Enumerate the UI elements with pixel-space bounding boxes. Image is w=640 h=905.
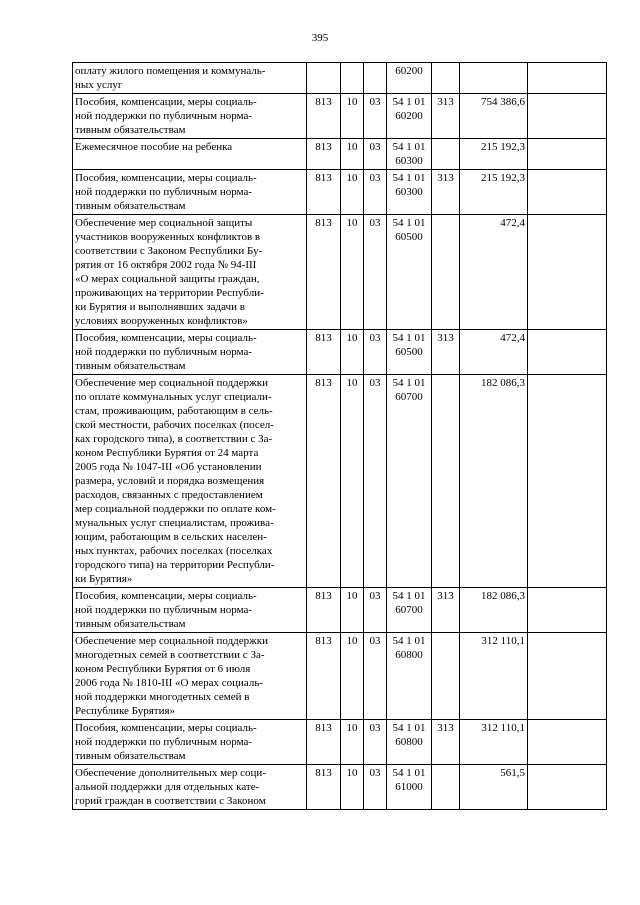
row-section-cell: 10 <box>341 170 364 215</box>
row-section-cell: 10 <box>341 375 364 588</box>
row-grbs-cell: 813 <box>307 330 341 375</box>
row-empty-cell <box>528 330 607 375</box>
row-grbs-cell: 813 <box>307 633 341 720</box>
table-row <box>73 375 607 588</box>
row-amount-cell: 561,5 <box>460 765 528 810</box>
row-target-article-cell: 54 1 01 60300 <box>387 170 432 215</box>
table-row <box>73 63 607 94</box>
row-expense-type-cell: 313 <box>432 588 460 633</box>
row-section-cell: 10 <box>341 633 364 720</box>
row-amount-cell: 312 110,1 <box>460 720 528 765</box>
row-target-article-cell: 54 1 01 60800 <box>387 633 432 720</box>
row-expense-type-cell: 313 <box>432 94 460 139</box>
row-amount-cell: 182 086,3 <box>460 588 528 633</box>
row-target-article-cell: 54 1 01 60800 <box>387 720 432 765</box>
row-name-cell: Обеспечение мер социальной поддержки по оплате коммунальных услуг специали- стам, проживающим, работающим в сель- ской местности, рабочих поселках (посел- ках городского типа), в соответствии с За- коном Республики Бурятия от 24 марта 2005 года № 1047-III «Об установлении размера, условий и порядка возмещения расходов, связанных с предоставлением мер социальной поддержки по оплате ком- мунальных услуг специалистам, прожива- ющим, работающим в сельских населен- ных пунктах, рабочих поселках (поселках городского типа) на территории Республи- ки Бурятия» <box>73 375 307 588</box>
row-name-cell: Обеспечение мер социальной защиты участников вооруженных конфликтов в соответствии с Законом Республики Бу- рятия от 16 октября 2002 года № 94-III «О мерах социальной защиты граждан, проживающих на территории Республи- ки Бурятия и выполнявших задачи в условиях вооруженных конфликтов» <box>73 215 307 330</box>
row-section-cell: 10 <box>341 94 364 139</box>
row-empty-cell <box>528 139 607 170</box>
row-section-cell: 10 <box>341 720 364 765</box>
row-section-cell: 10 <box>341 588 364 633</box>
row-empty-cell <box>528 170 607 215</box>
row-name-cell: Обеспечение мер социальной поддержки многодетных семей в соответствии с За- коном Республики Бурятия от 6 июля 2006 года № 1810-III «О мерах социаль- ной поддержки многодетных семей в Республике Бурятия» <box>73 633 307 720</box>
row-subsection-cell: 03 <box>364 588 387 633</box>
row-subsection-cell: 03 <box>364 94 387 139</box>
row-name-cell: Обеспечение дополнительных мер соци- альной поддержки для отдельных кате- горий граждан в соответствии с Законом <box>73 765 307 810</box>
budget-table-body <box>73 63 607 810</box>
row-name-cell: Пособия, компенсации, меры социаль- ной поддержки по публичным норма- тивным обязательствам <box>73 588 307 633</box>
row-name-cell: Пособия, компенсации, меры социаль- ной поддержки по публичным норма- тивным обязательствам <box>73 170 307 215</box>
row-target-article-cell: 54 1 01 60300 <box>387 139 432 170</box>
row-empty-cell <box>528 63 607 94</box>
row-amount-cell: 472,4 <box>460 330 528 375</box>
row-grbs-cell: 813 <box>307 720 341 765</box>
row-name-cell: Пособия, компенсации, меры социаль- ной поддержки по публичным норма- тивным обязательствам <box>73 720 307 765</box>
row-target-article-cell: 54 1 01 60500 <box>387 330 432 375</box>
row-expense-type-cell <box>432 375 460 588</box>
row-expense-type-cell <box>432 139 460 170</box>
row-subsection-cell: 03 <box>364 170 387 215</box>
row-grbs-cell <box>307 63 341 94</box>
row-grbs-cell: 813 <box>307 375 341 588</box>
row-amount-cell: 215 192,3 <box>460 139 528 170</box>
row-amount-cell: 472,4 <box>460 215 528 330</box>
budget-table <box>72 62 607 810</box>
row-expense-type-cell: 313 <box>432 170 460 215</box>
row-target-article-cell: 54 1 01 60700 <box>387 375 432 588</box>
table-row <box>73 139 607 170</box>
table-row <box>73 765 607 810</box>
row-empty-cell <box>528 765 607 810</box>
table-row <box>73 215 607 330</box>
table-row <box>73 720 607 765</box>
row-section-cell: 10 <box>341 139 364 170</box>
row-subsection-cell: 03 <box>364 330 387 375</box>
row-section-cell: 10 <box>341 765 364 810</box>
row-empty-cell <box>528 375 607 588</box>
row-expense-type-cell <box>432 765 460 810</box>
row-name-cell: Пособия, компенсации, меры социаль- ной поддержки по публичным норма- тивным обязательствам <box>73 330 307 375</box>
table-row <box>73 94 607 139</box>
row-amount-cell <box>460 63 528 94</box>
row-grbs-cell: 813 <box>307 139 341 170</box>
table-row <box>73 170 607 215</box>
row-subsection-cell: 03 <box>364 765 387 810</box>
row-subsection-cell: 03 <box>364 720 387 765</box>
row-empty-cell <box>528 588 607 633</box>
row-amount-cell: 182 086,3 <box>460 375 528 588</box>
row-name-cell: Ежемесячное пособие на ребенка <box>73 139 307 170</box>
table-row <box>73 330 607 375</box>
row-target-article-cell: 54 1 01 60200 <box>387 94 432 139</box>
row-subsection-cell: 03 <box>364 215 387 330</box>
row-empty-cell <box>528 94 607 139</box>
row-grbs-cell: 813 <box>307 170 341 215</box>
row-name-cell: оплату жилого помещения и коммуналь- ных услуг <box>73 63 307 94</box>
row-expense-type-cell <box>432 63 460 94</box>
row-target-article-cell: 60200 <box>387 63 432 94</box>
row-grbs-cell: 813 <box>307 765 341 810</box>
row-subsection-cell: 03 <box>364 139 387 170</box>
row-subsection-cell <box>364 63 387 94</box>
row-section-cell: 10 <box>341 215 364 330</box>
table-row <box>73 588 607 633</box>
row-amount-cell: 215 192,3 <box>460 170 528 215</box>
row-name-cell: Пособия, компенсации, меры социаль- ной поддержки по публичным норма- тивным обязательствам <box>73 94 307 139</box>
row-amount-cell: 312 110,1 <box>460 633 528 720</box>
row-expense-type-cell: 313 <box>432 330 460 375</box>
row-section-cell: 10 <box>341 330 364 375</box>
row-target-article-cell: 54 1 01 60700 <box>387 588 432 633</box>
row-target-article-cell: 54 1 01 60500 <box>387 215 432 330</box>
row-expense-type-cell <box>432 215 460 330</box>
table-row <box>73 633 607 720</box>
row-subsection-cell: 03 <box>364 633 387 720</box>
row-subsection-cell: 03 <box>364 375 387 588</box>
row-expense-type-cell: 313 <box>432 720 460 765</box>
row-expense-type-cell <box>432 633 460 720</box>
row-section-cell <box>341 63 364 94</box>
row-empty-cell <box>528 215 607 330</box>
row-empty-cell <box>528 720 607 765</box>
row-amount-cell: 754 386,6 <box>460 94 528 139</box>
row-grbs-cell: 813 <box>307 588 341 633</box>
row-empty-cell <box>528 633 607 720</box>
row-grbs-cell: 813 <box>307 215 341 330</box>
page-number: 395 <box>311 32 329 44</box>
row-target-article-cell: 54 1 01 61000 <box>387 765 432 810</box>
row-grbs-cell: 813 <box>307 94 341 139</box>
